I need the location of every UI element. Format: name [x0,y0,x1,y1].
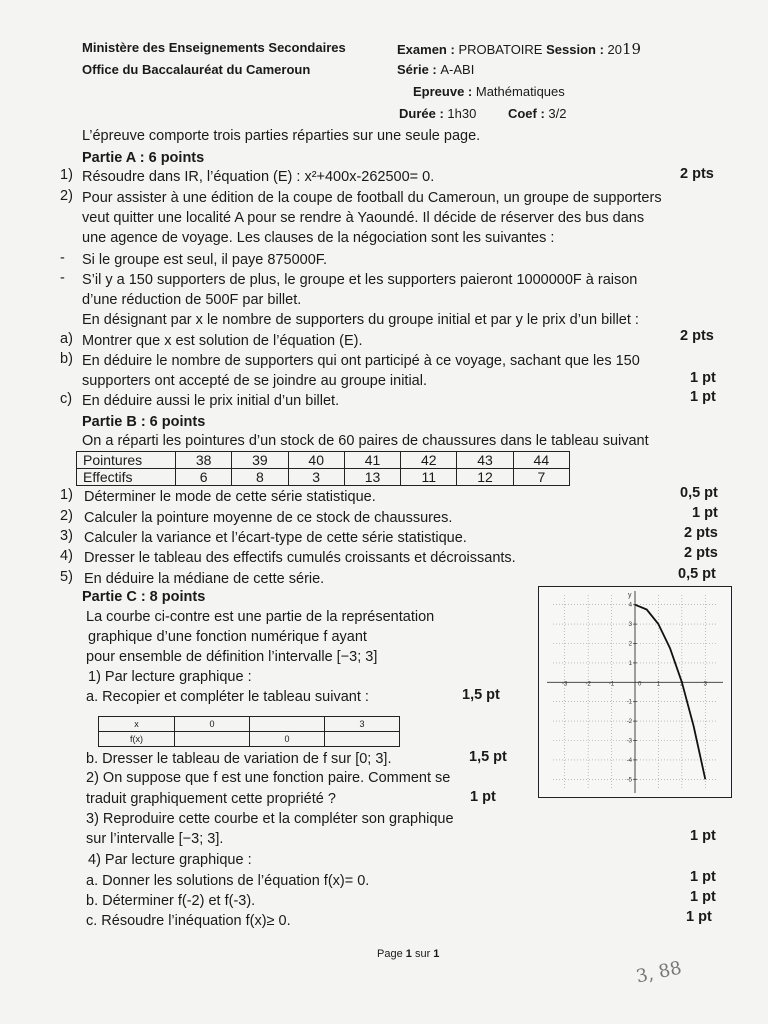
x-tick-label: 1 [656,681,661,688]
office-name: Office du Baccalauréat du Cameroun [82,62,311,77]
x-tick-label: -1 [608,681,615,688]
part-c-q1b: b. Dresser le tableau de variation de f sur [0; 3]. [86,751,392,767]
part-b-q5-points: 0,5 pt [678,566,716,582]
part-c-line2: graphique d’une fonction numérique f ayant [88,629,367,645]
y-tick-label: 1 [628,660,632,667]
function-table [98,716,400,747]
part-a-qb-line2: supporters ont accepté de se joindre au groupe initial. [82,373,427,389]
part-c-q2-points: 1 pt [470,789,496,805]
part-a-qc: En déduire aussi le prix initial d’un billet. [82,393,340,409]
part-b-q1-points: 0,5 pt [680,485,718,501]
table-row: x 0 3 [99,717,400,732]
part-c-title: Partie C : 8 points [82,589,206,605]
part-b-q2-points: 1 pt [692,505,718,521]
x-tick-label: -3 [562,681,568,688]
part-a-qa: Montrer que x est solution de l’équation (E). [82,333,363,349]
y-tick-label: -1 [626,699,632,706]
clause-2-line2: d’une réduction de 500F par billet. [82,292,302,308]
function-graph-svg [539,587,731,797]
part-c-q3-points: 1 pt [690,828,716,844]
clause-3: En désignant par x le nombre de supporters du groupe initial et par y le prix d’un billet : [82,312,639,328]
part-a-q2-line1: Pour assister à une édition de la coupe de football du Cameroun, un groupe de supporters [82,190,662,206]
handwritten-note: 3, 88 [634,957,684,988]
part-c-q2-line1: 2) On suppose que f est une fonction paire. Comment se [86,770,451,786]
part-c-q3-line2: sur l’intervalle [−3; 3]. [86,831,224,847]
y-tick-label: -4 [626,757,632,764]
table-row: Effectifs 6 8 3 13 11 12 7 [77,469,570,486]
y-axis-label: y [628,592,632,599]
part-b-q3: Calculer la variance et l’écart-type de cette série statistique. [84,530,467,546]
part-b-q2: Calculer la pointure moyenne de ce stock de chaussures. [84,510,453,526]
part-b-title: Partie B : 6 points [82,414,206,430]
x-tick-label: 3 [703,681,707,688]
part-c-q1a-points: 1,5 pt [462,687,500,703]
part-a-title: Partie A : 6 points [82,150,205,166]
part-a-q2-line2: veut quitter une localité A pour se rendre à Yaoundé. Il décide de réserver des bus dans [82,210,645,226]
part-c-q3-line1: 3) Reproduire cette courbe et la compléter son graphique [86,811,454,827]
part-a-qb-points: 1 pt [690,370,716,386]
intro-text: L’épreuve comporte trois parties réparties sur une seule page. [82,128,481,144]
x-tick-label: 2 [680,681,684,688]
part-c-q4b-points: 1 pt [690,889,716,905]
part-c-q4b: b. Déterminer f(-2) et f(-3). [86,893,256,909]
part-a-q1: Résoudre dans IR, l’équation (E) : x²+400x-262500= 0. [82,169,435,185]
duree-line: Durée : 1h30 Coef : 3/2 [399,106,567,121]
shoe-size-table [76,451,570,486]
part-b-q4-points: 2 pts [684,545,718,561]
part-c-q4a: a. Donner les solutions de l’équation f(x)= 0. [86,873,370,889]
ministry-name: Ministère des Enseignements Secondaires [82,40,346,55]
part-a-q2-line3: une agence de voyage. Les clauses de la négociation sont les suivantes : [82,230,555,246]
part-c-line1: La courbe ci-contre est une partie de la représentation [86,609,435,625]
page-indicator: Page 1 sur 1 [377,948,440,960]
part-c-q1: 1) Par lecture graphique : [88,669,252,685]
part-c-q2-line2: traduit graphiquement cette propriété ? [86,791,336,807]
y-tick-label: -3 [626,738,632,745]
y-tick-label: 4 [628,602,632,609]
part-b-q5: En déduire la médiane de cette série. [84,571,325,587]
part-b-intro: On a réparti les pointures d’un stock de 60 paires de chaussures dans le tableau suivant [82,433,649,449]
part-b-q4: Dresser le tableau des effectifs cumulés croissants et décroissants. [84,550,516,566]
epreuve-line: Epreuve : Mathématiques [413,84,565,99]
part-c-q4c-points: 1 pt [686,909,712,925]
part-a-qa-points: 2 pts [680,328,714,344]
y-tick-label: -5 [626,777,632,784]
part-c-q4a-points: 1 pt [690,869,716,885]
x-tick-label: 0 [638,681,642,688]
part-a-q1-points: 2 pts [680,166,714,182]
clause-2-line1: S’il y a 150 supporters de plus, le groupe et les supporters paieront 1000000F à raison [82,272,638,288]
x-tick-label: -2 [585,681,591,688]
part-a-qb-line1: En déduire le nombre de supporters qui ont participé à ce voyage, sachant que les 150 [82,353,640,369]
y-tick-label: 2 [628,641,632,648]
part-c-q1a: a. Recopier et compléter le tableau suivant : [86,689,369,705]
serie-line: Série : A-ABI [397,62,475,77]
table-row: f(x) 0 [99,732,400,747]
part-c-q4: 4) Par lecture graphique : [88,852,252,868]
function-curve [635,605,705,780]
part-b-q3-points: 2 pts [684,525,718,541]
handwritten-year: 19 [622,40,642,58]
part-c-line3: pour ensemble de définition l’intervalle [−3; 3] [86,649,378,665]
exam-line: Examen : PROBATOIRE Session : 2019 [397,40,642,58]
y-tick-label: 3 [628,622,632,629]
clause-1: Si le groupe est seul, il paye 875000F. [82,252,328,268]
part-c-q4c: c. Résoudre l’inéquation f(x)≥ 0. [86,913,291,929]
function-graph [538,586,732,798]
part-a-qc-points: 1 pt [690,389,716,405]
table-row: Pointures 38 39 40 41 42 43 44 [77,452,570,469]
y-tick-label: -2 [626,719,632,726]
part-b-q1: Déterminer le mode de cette série statistique. [84,489,376,505]
part-c-q1b-points: 1,5 pt [469,749,507,765]
